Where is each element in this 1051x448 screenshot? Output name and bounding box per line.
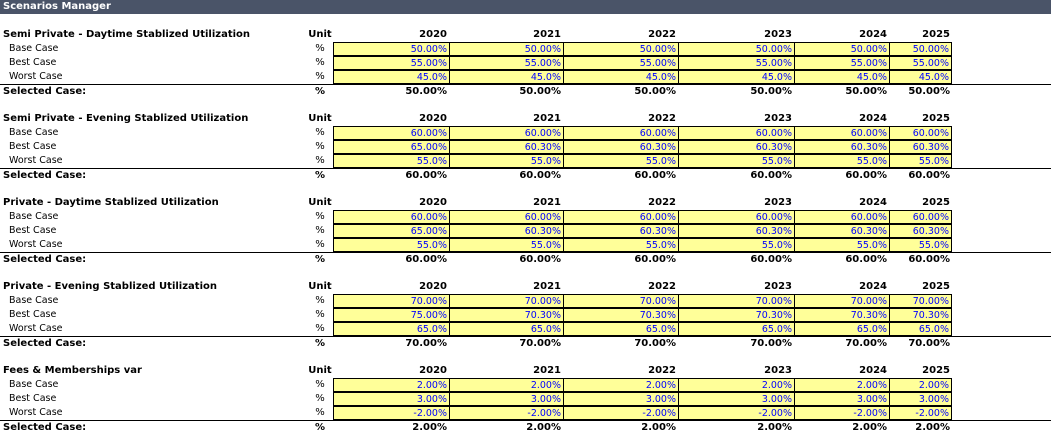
selected-value-cell: 60.00% [519,254,561,265]
selected-value-cell: 70.00% [634,338,676,349]
section-title: Semi Private - Daytime Stablized Utilization [3,29,251,40]
scenario-label: Worst Case [9,239,63,250]
scenario-row [0,126,1051,140]
unit-header: Unit [308,113,332,124]
selected-value-cell: 60.00% [634,254,676,265]
scenario-label: Base Case [9,211,59,222]
input-cell[interactable]: 55.00% [678,56,794,70]
unit-header: Unit [308,29,332,40]
selected-value-cell: 2.00% [757,422,792,433]
scenario-row [0,322,1051,336]
year-header: 2021 [533,197,561,208]
section-title: Private - Evening Stablized Utilization [3,281,218,292]
selected-case-row [0,84,1051,99]
input-cell[interactable]: 60.30% [889,140,952,154]
input-cell[interactable]: 55.0% [889,238,952,252]
scenario-label: Base Case [9,127,59,138]
selected-value-cell: 2.00% [915,422,950,433]
input-cell[interactable]: 55.00% [333,56,449,70]
selected-value-cell: 70.00% [750,338,792,349]
scenario-label: Worst Case [9,407,63,418]
input-cell[interactable]: 55.0% [333,154,449,168]
unit-header: Unit [308,197,332,208]
input-cell[interactable]: -2.00% [333,406,449,420]
year-header: 2023 [764,281,792,292]
section-title: Private - Daytime Stablized Utilization [3,197,219,208]
unit-header: Unit [308,365,332,376]
section-header-row [0,280,1051,294]
input-cell[interactable]: 70.30% [889,308,952,322]
input-cell[interactable]: 70.00% [678,294,794,308]
year-header: 2020 [419,197,447,208]
scenario-row [0,392,1051,406]
input-cell[interactable]: 60.00% [889,210,952,224]
year-header: 2024 [859,113,887,124]
selected-value-cell: 50.00% [634,86,676,97]
year-header: 2020 [419,365,447,376]
scenario-label: Best Case [9,309,57,320]
year-header: 2025 [922,197,950,208]
input-cell[interactable]: 60.30% [563,140,678,154]
input-cell[interactable]: 60.30% [889,224,952,238]
input-cell[interactable]: -2.00% [889,406,952,420]
selected-case-row [0,168,1051,183]
scenario-section [0,28,1051,112]
input-cell[interactable]: 60.30% [678,140,794,154]
input-cell[interactable]: 55.0% [563,154,678,168]
scenario-row [0,56,1051,70]
input-cell[interactable]: 50.00% [889,42,952,56]
scenario-label: Base Case [9,295,59,306]
input-cell[interactable]: 55.0% [678,238,794,252]
year-header: 2022 [648,197,676,208]
input-cell[interactable]: 70.30% [563,308,678,322]
year-header: 2023 [764,365,792,376]
scenario-row [0,294,1051,308]
selected-case-row [0,336,1051,351]
unit-cell: % [315,141,325,152]
selected-case-label: Selected Case: [3,422,87,433]
input-cell[interactable]: 70.00% [889,294,952,308]
unit-cell: % [315,407,325,418]
year-header: 2025 [922,113,950,124]
input-cell[interactable]: 55.0% [333,238,449,252]
input-cell[interactable]: 45.0% [889,70,952,84]
input-cell[interactable]: 70.00% [563,294,678,308]
input-cell[interactable]: 55.0% [563,238,678,252]
scenario-label: Base Case [9,43,59,54]
input-cell[interactable]: 60.30% [449,140,563,154]
selected-case-label: Selected Case: [3,170,87,181]
input-cell[interactable]: 65.0% [449,322,563,336]
unit-cell: % [315,71,325,82]
unit-cell: % [314,86,326,97]
input-cell[interactable]: 2.00% [333,378,449,392]
input-cell[interactable]: 55.0% [794,154,889,168]
selected-value-cell: 70.00% [405,338,447,349]
unit-cell: % [315,211,325,222]
unit-header: Unit [308,281,332,292]
selected-value-cell: 70.00% [519,338,561,349]
input-cell[interactable]: 45.0% [449,70,563,84]
input-cell[interactable]: 70.30% [794,308,889,322]
scenario-label: Base Case [9,379,59,390]
input-cell[interactable]: 60.00% [678,126,794,140]
scenario-row [0,42,1051,56]
unit-cell: % [315,309,325,320]
scenario-row [0,70,1051,84]
input-cell[interactable]: 3.00% [563,392,678,406]
input-cell[interactable]: 65.0% [563,322,678,336]
selected-case-label: Selected Case: [3,338,87,349]
section-header-row [0,112,1051,126]
year-header: 2021 [533,365,561,376]
selected-value-cell: 2.00% [412,422,447,433]
unit-cell: % [315,239,325,250]
year-header: 2021 [533,113,561,124]
selected-value-cell: 50.00% [908,86,950,97]
year-header: 2025 [922,29,950,40]
year-header: 2024 [859,365,887,376]
scenario-section [0,196,1051,280]
input-cell[interactable]: 3.00% [449,392,563,406]
input-cell[interactable]: -2.00% [449,406,563,420]
year-header: 2023 [764,197,792,208]
input-cell[interactable]: 65.0% [889,322,952,336]
window-title: Scenarios Manager [0,0,1051,14]
input-cell[interactable]: 2.00% [563,378,678,392]
selected-value-cell: 2.00% [641,422,676,433]
selected-value-cell: 60.00% [750,254,792,265]
year-header: 2020 [419,281,447,292]
scenario-row [0,378,1051,392]
input-cell[interactable]: 45.0% [333,70,449,84]
input-cell[interactable]: 55.00% [794,56,889,70]
input-cell[interactable]: 55.00% [889,56,952,70]
selected-case-row [0,252,1051,267]
input-cell[interactable]: 60.00% [449,210,563,224]
input-cell[interactable]: 50.00% [333,42,449,56]
input-cell[interactable]: 60.30% [794,224,889,238]
selected-case-label: Selected Case: [3,254,87,265]
unit-cell: % [314,338,326,349]
input-cell[interactable]: 55.0% [678,154,794,168]
input-cell[interactable]: 60.00% [794,126,889,140]
selected-value-cell: 50.00% [845,86,887,97]
input-cell[interactable]: 45.0% [563,70,678,84]
selected-value-cell: 60.00% [750,170,792,181]
selected-value-cell: 60.00% [845,170,887,181]
unit-cell: % [314,170,326,181]
input-cell[interactable]: 55.0% [889,154,952,168]
unit-cell: % [315,127,325,138]
unit-cell: % [315,225,325,236]
year-header: 2022 [648,281,676,292]
input-cell[interactable]: 2.00% [794,378,889,392]
input-cell[interactable]: 60.00% [563,210,678,224]
unit-cell: % [314,254,326,265]
selected-value-cell: 60.00% [634,170,676,181]
section-title: Semi Private - Evening Stablized Utilization [3,113,249,124]
selected-value-cell: 60.00% [519,170,561,181]
input-cell[interactable]: 65.0% [333,322,449,336]
year-header: 2024 [859,197,887,208]
input-cell[interactable]: 2.00% [678,378,794,392]
input-cell[interactable]: 60.00% [333,210,449,224]
scenario-label: Worst Case [9,155,63,166]
input-cell[interactable]: -2.00% [678,406,794,420]
section-title: Fees & Memberships var [3,365,142,376]
scenario-row [0,308,1051,322]
input-cell[interactable]: 2.00% [449,378,563,392]
selected-case-row [0,420,1051,435]
input-cell[interactable]: 3.00% [678,392,794,406]
selected-value-cell: 60.00% [405,170,447,181]
scenario-row [0,238,1051,252]
selected-value-cell: 60.00% [405,254,447,265]
input-cell[interactable]: 3.00% [889,392,952,406]
input-cell[interactable]: 3.00% [794,392,889,406]
input-cell[interactable]: 65.0% [794,322,889,336]
scenario-section [0,280,1051,364]
scenario-row [0,406,1051,420]
unit-cell: % [315,379,325,390]
selected-value-cell: 50.00% [405,86,447,97]
input-cell[interactable]: 60.00% [678,210,794,224]
input-cell[interactable]: 50.00% [794,42,889,56]
selected-value-cell: 2.00% [852,422,887,433]
scenario-label: Best Case [9,57,57,68]
section-header-row [0,196,1051,210]
year-header: 2024 [859,29,887,40]
year-header: 2023 [764,113,792,124]
selected-value-cell: 70.00% [845,338,887,349]
unit-cell: % [314,422,326,433]
input-cell[interactable]: 45.0% [794,70,889,84]
input-cell[interactable]: 60.30% [563,224,678,238]
selected-value-cell: 50.00% [519,86,561,97]
input-cell[interactable]: 60.30% [678,224,794,238]
input-cell[interactable]: 3.00% [333,392,449,406]
input-cell[interactable]: 65.00% [333,224,449,238]
year-header: 2021 [533,281,561,292]
year-header: 2025 [922,365,950,376]
scenario-row [0,140,1051,154]
input-cell[interactable]: 50.00% [449,42,563,56]
input-cell[interactable]: 70.30% [678,308,794,322]
input-cell[interactable]: 70.00% [333,294,449,308]
year-header: 2020 [419,29,447,40]
scenario-row [0,154,1051,168]
scenario-label: Worst Case [9,71,63,82]
input-cell[interactable]: 45.0% [678,70,794,84]
input-cell[interactable]: 55.0% [449,238,563,252]
input-cell[interactable]: 70.00% [449,294,563,308]
unit-cell: % [315,43,325,54]
selected-case-label: Selected Case: [3,86,87,97]
scenario-section [0,364,1051,448]
input-cell[interactable]: 55.0% [449,154,563,168]
input-cell[interactable]: -2.00% [563,406,678,420]
input-cell[interactable]: 70.30% [449,308,563,322]
input-cell[interactable]: 55.0% [794,238,889,252]
scenario-row [0,210,1051,224]
selected-value-cell: 50.00% [750,86,792,97]
year-header: 2024 [859,281,887,292]
unit-cell: % [315,57,325,68]
input-cell[interactable]: 60.00% [794,210,889,224]
input-cell[interactable]: 65.0% [678,322,794,336]
scenario-label: Best Case [9,225,57,236]
input-cell[interactable]: 50.00% [563,42,678,56]
input-cell[interactable]: 60.00% [563,126,678,140]
scenario-section [0,112,1051,196]
year-header: 2020 [419,113,447,124]
input-cell[interactable]: 50.00% [678,42,794,56]
unit-cell: % [315,323,325,334]
input-cell[interactable]: 55.00% [449,56,563,70]
input-cell[interactable]: 60.00% [333,126,449,140]
scenario-row [0,224,1051,238]
year-header: 2022 [648,29,676,40]
selected-value-cell: 2.00% [526,422,561,433]
input-cell[interactable]: 60.30% [794,140,889,154]
year-header: 2023 [764,29,792,40]
selected-value-cell: 70.00% [908,338,950,349]
input-cell[interactable]: 70.00% [794,294,889,308]
input-cell[interactable]: 60.00% [449,126,563,140]
scenario-label: Best Case [9,393,57,404]
unit-cell: % [315,393,325,404]
year-header: 2022 [648,365,676,376]
section-header-row [0,364,1051,378]
selected-value-cell: 60.00% [908,170,950,181]
input-cell[interactable]: 75.00% [333,308,449,322]
input-cell[interactable]: 2.00% [889,378,952,392]
input-cell[interactable]: 65.00% [333,140,449,154]
section-header-row [0,28,1051,42]
selected-value-cell: 60.00% [908,254,950,265]
input-cell[interactable]: 60.00% [889,126,952,140]
input-cell[interactable]: 60.30% [449,224,563,238]
input-cell[interactable]: 55.00% [563,56,678,70]
scenario-label: Best Case [9,141,57,152]
year-header: 2021 [533,29,561,40]
scenario-label: Worst Case [9,323,63,334]
input-cell[interactable]: -2.00% [794,406,889,420]
year-header: 2022 [648,113,676,124]
selected-value-cell: 60.00% [845,254,887,265]
year-header: 2025 [922,281,950,292]
unit-cell: % [315,295,325,306]
unit-cell: % [315,155,325,166]
